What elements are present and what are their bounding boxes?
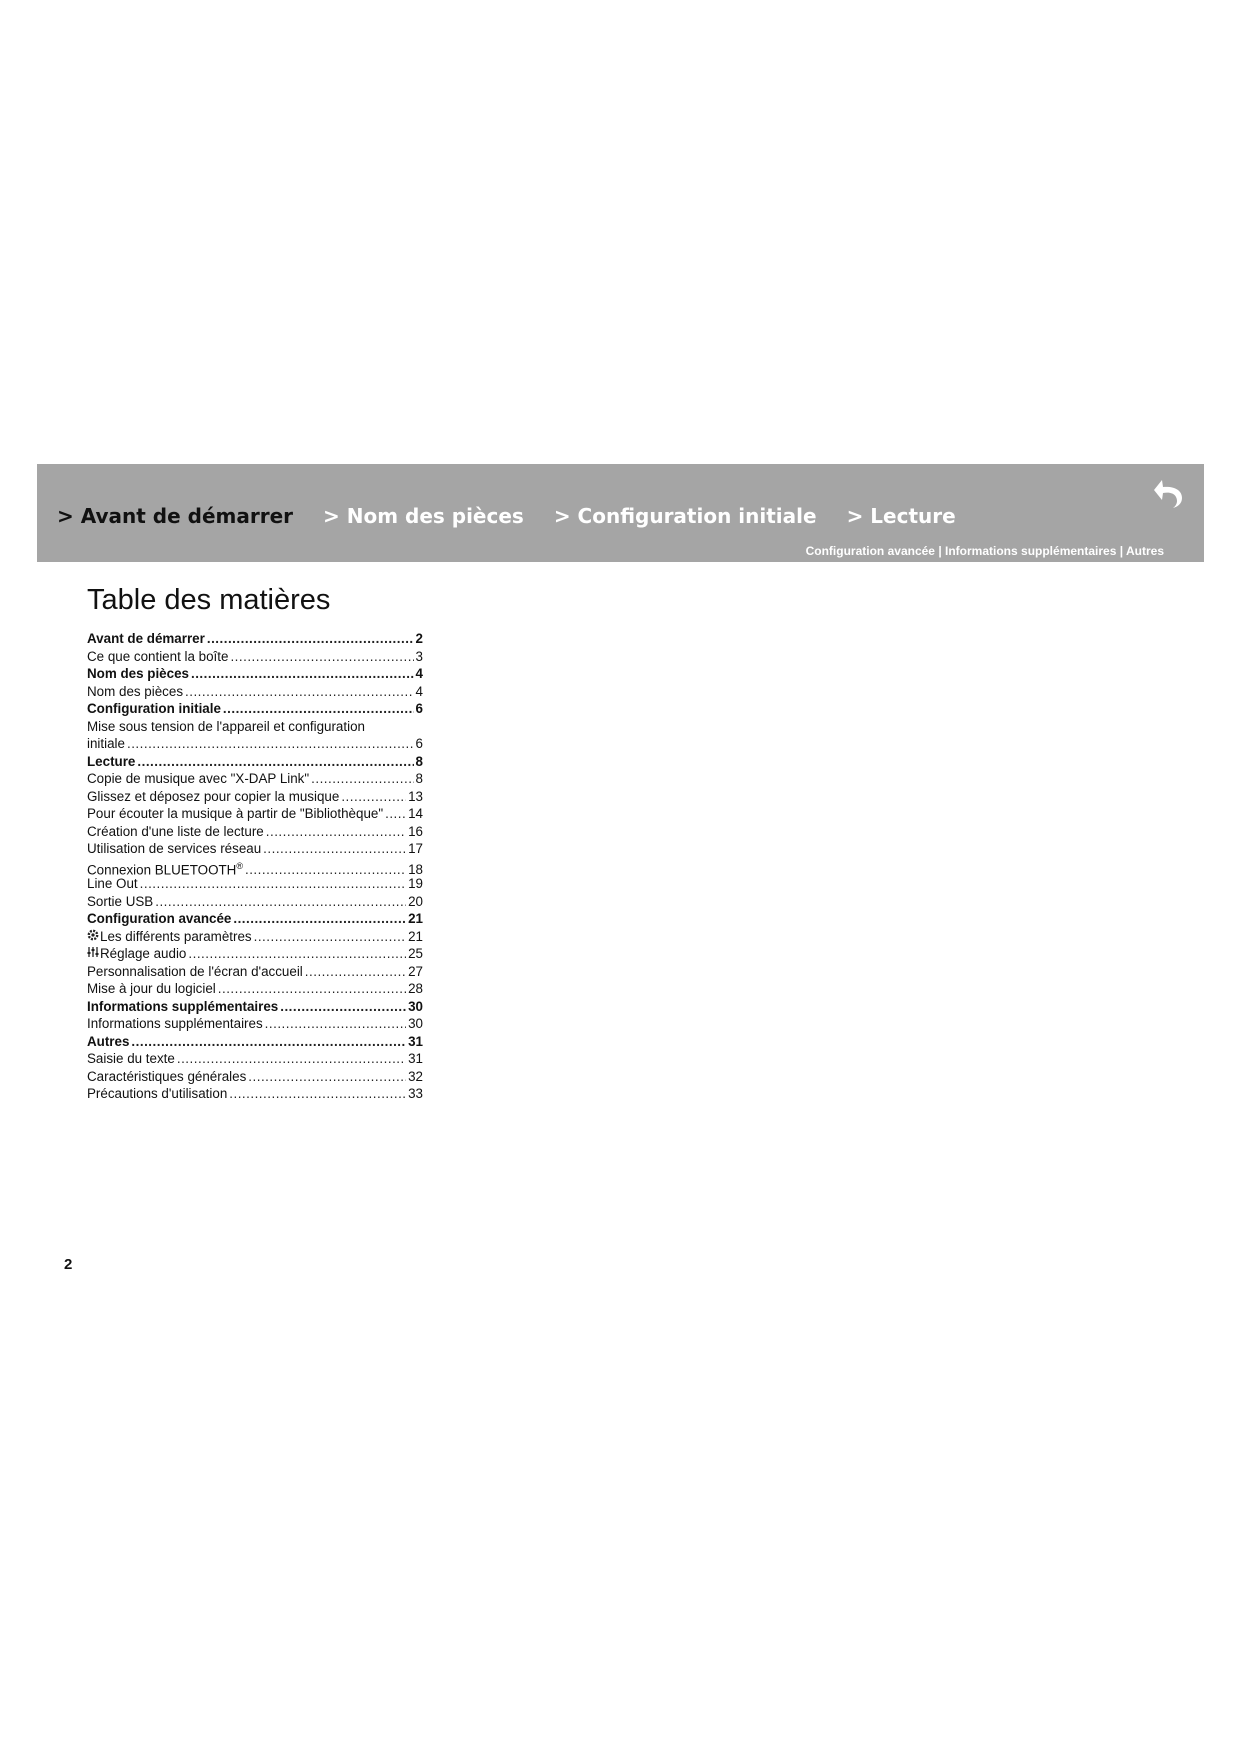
toc-dot-leader [230, 648, 413, 666]
registered-mark: ® [236, 860, 243, 871]
toc-dot-leader [188, 945, 406, 963]
return-arrow-icon [1146, 476, 1186, 510]
toc-section-row[interactable] [87, 753, 423, 771]
toc-entry-row[interactable] [87, 858, 423, 876]
toc-entry-label: Sortie USB [87, 893, 154, 909]
toc-entry-row[interactable] [87, 945, 423, 963]
toc-entry-label-line [87, 735, 423, 753]
toc-entry-row[interactable] [87, 770, 423, 788]
toc-section-row[interactable] [87, 700, 423, 718]
toc-page-number: 28 [408, 981, 423, 996]
toc-page-number: 31 [408, 1051, 423, 1066]
toc-dot-leader [305, 963, 406, 981]
toc-dot-leader [266, 823, 406, 841]
toc-dot-leader [265, 1015, 406, 1033]
toc-entry-label: Glissez et déposez pour copier la musique [87, 788, 340, 804]
toc-page-number: 3 [415, 648, 423, 664]
toc-entry-label: Réglage audio [100, 946, 187, 961]
toc-dot-leader [140, 875, 406, 893]
subnav-informations-supplementaires[interactable]: Informations supplémentaires [945, 544, 1117, 558]
toc-dot-leader [254, 928, 407, 946]
toc-page-number: 8 [415, 753, 423, 769]
toc-entry-label: Configuration avancée [87, 911, 232, 926]
toc-entry-row[interactable] [87, 823, 423, 841]
toc-page-number: 20 [408, 893, 423, 909]
toc-dot-leader [191, 665, 414, 683]
toc-entry-label: Utilisation de services réseau [87, 841, 262, 856]
toc-page-number: 6 [415, 736, 423, 751]
toc-entry-label: Création d'une liste de lecture [87, 823, 264, 839]
toc-dot-leader [341, 788, 406, 806]
toc-entry-label-line [87, 718, 423, 736]
toc-entry-label: Informations supplémentaires [87, 998, 279, 1014]
toc-dot-leader [229, 1085, 406, 1103]
gear-icon [87, 928, 99, 940]
toc-page-number: 16 [408, 823, 423, 839]
toc-entry-row[interactable] [87, 893, 423, 911]
toc-entry-row[interactable] [87, 963, 423, 981]
toc-entry-label: Les différents paramètres [100, 928, 252, 944]
toc-entry-label: Mise sous tension de l'appareil et configuration [87, 718, 365, 734]
equalizer-icon [87, 945, 99, 957]
toc-page-number: 31 [408, 1033, 423, 1049]
header-bar [37, 464, 1204, 562]
toc-entry-label: Mise à jour du logiciel [87, 981, 216, 996]
toc-dot-leader [248, 1068, 406, 1086]
toc-dot-leader [311, 770, 413, 788]
toc-entry-label: Connexion BLUETOOTH® [87, 860, 243, 877]
toc-page-number: 19 [408, 876, 423, 891]
tab-nom-des-pieces[interactable]: > Nom des pièces [323, 504, 524, 528]
toc-page-number: 21 [408, 928, 423, 944]
toc-page-number: 4 [415, 683, 423, 699]
toc-page-number: 33 [408, 1086, 423, 1101]
toc-dot-leader [233, 910, 406, 928]
subnav-autres[interactable]: Autres [1125, 544, 1164, 558]
toc-dot-leader [155, 893, 406, 911]
toc-entry-row[interactable] [87, 980, 423, 998]
toc-dot-leader [223, 700, 414, 718]
toc-entry-row[interactable] [87, 718, 423, 753]
toc-dot-leader [263, 840, 406, 858]
toc-dot-leader [385, 805, 406, 823]
toc-entry-row[interactable] [87, 1068, 423, 1086]
toc-entry-row[interactable] [87, 1085, 423, 1103]
main-nav [57, 504, 956, 528]
tab-configuration-initiale[interactable]: > Configuration initiale [553, 504, 817, 528]
toc-entry-label: Caractéristiques générales [87, 1068, 247, 1084]
toc-entry-row[interactable] [87, 1050, 423, 1068]
subnav-separator: | [938, 544, 942, 558]
toc-entry-row[interactable] [87, 805, 423, 823]
toc-dot-leader [280, 998, 406, 1016]
toc-entry-row[interactable] [87, 683, 423, 701]
toc-page-number: 25 [408, 946, 423, 961]
toc-dot-leader [185, 683, 414, 701]
table-of-contents [87, 630, 423, 1103]
tab-lecture[interactable]: > Lecture [846, 504, 956, 528]
toc-entry-label: Précautions d'utilisation [87, 1086, 228, 1101]
toc-entry-label: Personnalisation de l'écran d'accueil [87, 963, 303, 979]
toc-dot-leader [127, 735, 414, 753]
toc-entry-row[interactable] [87, 875, 423, 893]
toc-page-number: 32 [408, 1068, 423, 1084]
toc-page-number: 13 [408, 788, 423, 804]
toc-entry-label: Configuration initiale [87, 701, 221, 716]
toc-section-row[interactable] [87, 910, 423, 928]
toc-entry-row[interactable] [87, 788, 423, 806]
toc-page-number: 30 [408, 1016, 423, 1031]
toc-entry-row[interactable] [87, 1015, 423, 1033]
toc-entry-label: initiale [87, 736, 125, 751]
toc-page-number: 8 [415, 771, 423, 786]
toc-entry-row[interactable] [87, 648, 423, 666]
toc-entry-label: Saisie du texte [87, 1051, 175, 1066]
subnav-configuration-avancee[interactable]: Configuration avancée [805, 544, 935, 558]
toc-entry-label: Avant de démarrer [87, 631, 205, 646]
toc-page-number: 17 [408, 841, 423, 856]
toc-entry-label: Nom des pièces [87, 683, 184, 699]
toc-section-row[interactable] [87, 1033, 423, 1051]
toc-section-row[interactable] [87, 665, 423, 683]
toc-dot-leader [137, 753, 413, 771]
toc-entry-label: Nom des pièces [87, 666, 189, 681]
tab-avant-de-demarrer[interactable]: > Avant de démarrer [57, 504, 293, 528]
toc-entry-row[interactable] [87, 840, 423, 858]
toc-section-row[interactable] [87, 630, 423, 648]
subnav-separator: | [1119, 544, 1124, 558]
toc-page-number: 14 [408, 806, 423, 821]
toc-page-number: 4 [415, 666, 423, 681]
toc-dot-leader [131, 1033, 406, 1051]
toc-entry-label: Ce que contient la boîte [87, 648, 229, 664]
toc-dot-leader [207, 630, 414, 648]
page-title: Table des matières [87, 584, 331, 616]
toc-entry-label: Line Out [87, 876, 138, 891]
toc-page-number: 21 [408, 911, 423, 926]
toc-page-number: 30 [408, 998, 423, 1014]
toc-entry-label: Copie de musique avec "X-DAP Link" [87, 771, 310, 786]
toc-entry-label: Autres [87, 1033, 130, 1049]
toc-page-number: 27 [408, 963, 423, 979]
toc-section-row[interactable] [87, 998, 423, 1016]
toc-page-number: 2 [415, 631, 423, 646]
page-number: 2 [64, 1256, 73, 1273]
toc-page-number: 6 [415, 701, 423, 716]
toc-entry-label: Informations supplémentaires [87, 1016, 263, 1031]
toc-dot-leader [177, 1050, 406, 1068]
toc-entry-label: Pour écouter la musique à partir de "Bibliothèque" [87, 806, 384, 821]
toc-page-number: 18 [408, 861, 423, 877]
toc-entry-label: Lecture [87, 753, 136, 769]
sub-nav [806, 544, 1164, 558]
toc-entry-row[interactable] [87, 928, 423, 946]
toc-dot-leader [218, 980, 406, 998]
back-button[interactable] [1146, 476, 1186, 510]
